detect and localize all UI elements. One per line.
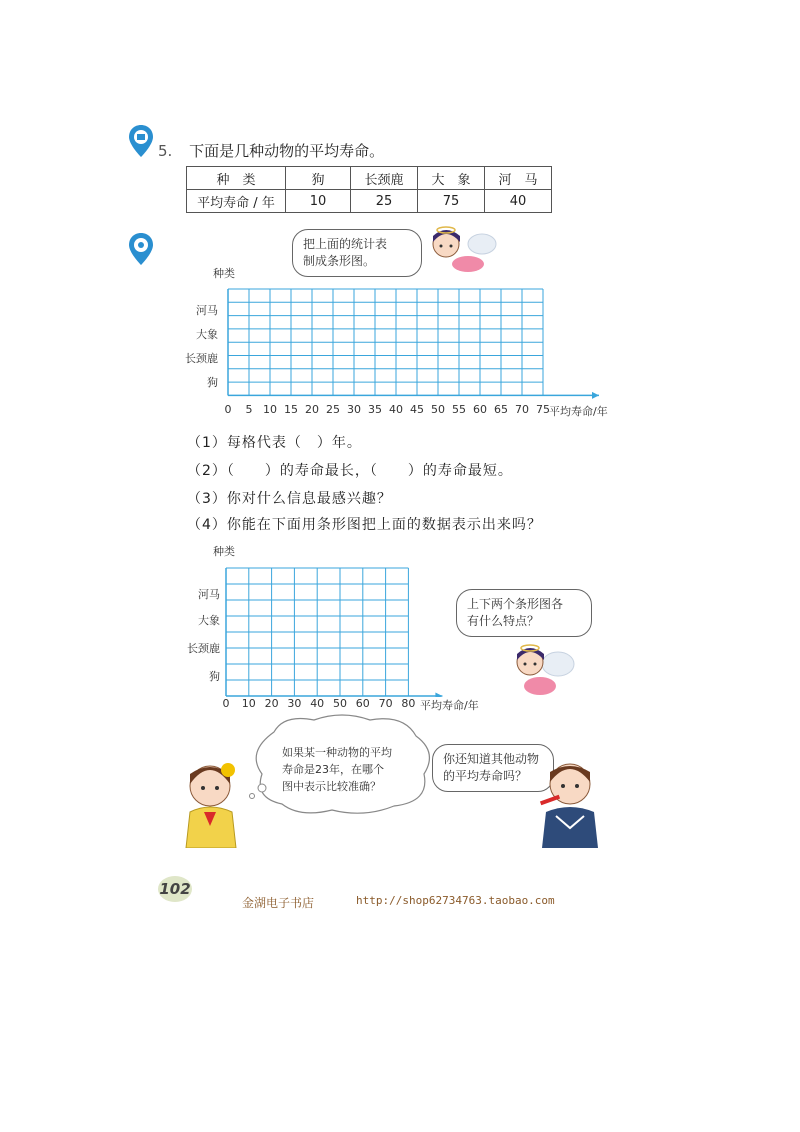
bubble-line: 图中表示比较准确？	[282, 780, 381, 793]
chart2-y-axis-title: 种类	[213, 545, 235, 558]
chart1-category-label: 河马	[196, 304, 218, 317]
x-tick-label: 10	[263, 403, 277, 416]
lifespan-table	[186, 166, 552, 213]
chart2-category-label: 狗	[209, 670, 220, 683]
chart1-category-label: 大象	[196, 328, 218, 341]
x-tick-label: 75	[536, 403, 550, 416]
x-tick-label: 15	[284, 403, 298, 416]
problem-heading	[158, 140, 384, 161]
problem-location-pin-icon	[128, 124, 154, 158]
bubble-line: 把上面的统计表	[303, 237, 388, 251]
boy-student-illustration-icon	[534, 758, 604, 848]
x-tick-label: 50	[333, 697, 347, 710]
chart1-grid	[220, 285, 600, 400]
table-header-cell: 河 马	[485, 167, 552, 190]
x-tick-label: 40	[389, 403, 403, 416]
page-number: 102	[158, 876, 192, 902]
problem-title: 下面是几种动物的平均寿命。	[189, 142, 385, 160]
chart2-category-label: 河马	[198, 588, 220, 601]
x-tick-label: 60	[355, 697, 370, 710]
table-header-row	[187, 167, 552, 190]
x-tick-label: 40	[310, 697, 325, 710]
x-tick-label: 30	[287, 697, 302, 710]
table-cell: 10	[286, 190, 351, 213]
chart1-category-label: 长颈鹿	[185, 352, 218, 365]
x-tick-label: 10	[241, 697, 256, 710]
table-cell: 40	[485, 190, 552, 213]
bubble-line: 如果某一种动物的平均	[282, 746, 392, 759]
chart2-grid	[220, 565, 450, 697]
bubble-line: 上下两个条形图各	[467, 597, 564, 611]
chart2-category-label: 大象	[198, 614, 220, 627]
chart2-x-axis-title: 平均寿命/年	[420, 699, 479, 712]
x-tick-label: 5	[245, 403, 253, 416]
bubble-line: 你还知道其他动物	[443, 752, 540, 766]
x-tick-label: 20	[305, 403, 319, 416]
chart1-y-axis-title: 种类	[213, 267, 235, 280]
bubble-line: 有什么特点？	[467, 614, 540, 628]
speech-bubble-top	[292, 229, 422, 277]
bubble-line: 制成条形图。	[303, 254, 376, 268]
x-tick-label: 45	[410, 403, 424, 416]
table-row-label: 平均寿命 / 年	[187, 190, 286, 213]
x-tick-label: 0	[222, 697, 230, 710]
chart2-category-label: 长颈鹿	[187, 642, 220, 655]
x-tick-label: 35	[368, 403, 382, 416]
x-tick-label: 30	[347, 403, 361, 416]
angel-girl-illustration-icon	[420, 222, 500, 278]
table-cell: 75	[418, 190, 485, 213]
shop-name: 金湖电子书店	[242, 896, 315, 910]
chart1-category-label: 狗	[207, 376, 218, 389]
speech-bubble-middle	[456, 589, 592, 637]
table-header-cell: 长颈鹿	[351, 167, 418, 190]
bubble-line: 的平均寿命吗？	[443, 769, 528, 783]
table-header-cell: 狗	[286, 167, 351, 190]
table-header-cell: 种 类	[187, 167, 286, 190]
table-cell: 25	[351, 190, 418, 213]
x-tick-label: 60	[473, 403, 487, 416]
problem-number: 5.	[158, 142, 173, 160]
x-axis-arrow-icon	[592, 392, 599, 399]
x-tick-label: 80	[401, 697, 416, 710]
angel-girl-small-illustration-icon	[500, 640, 580, 700]
question-1: （1）每格代表（ ）年。	[187, 435, 362, 451]
question-4: （4）你能在下面用条形图把上面的数据表示出来吗？	[187, 517, 542, 533]
x-tick-label: 70	[378, 697, 393, 710]
chart1-x-axis-title: 平均寿命/年	[549, 405, 608, 418]
question-3: （3）你对什么信息最感兴趣？	[187, 491, 392, 507]
table-header-cell: 大 象	[418, 167, 485, 190]
x-tick-label: 65	[494, 403, 508, 416]
activity-location-pin-icon	[128, 232, 154, 266]
bubble-line: 寿命是23年，在哪个	[282, 763, 384, 776]
x-tick-label: 25	[326, 403, 340, 416]
x-tick-label: 0	[224, 403, 232, 416]
x-tick-label: 20	[264, 697, 279, 710]
x-tick-label: 55	[452, 403, 466, 416]
table-row	[187, 190, 552, 213]
x-tick-label: 70	[515, 403, 529, 416]
thought-bubble-text	[282, 744, 432, 795]
shop-url[interactable]: http://shop62734763.taobao.com	[356, 894, 555, 907]
question-2: （2）（ ）的寿命最长，（ ）的寿命最短。	[187, 463, 513, 479]
girl-student-illustration-icon	[176, 756, 246, 848]
x-tick-label: 50	[431, 403, 445, 416]
